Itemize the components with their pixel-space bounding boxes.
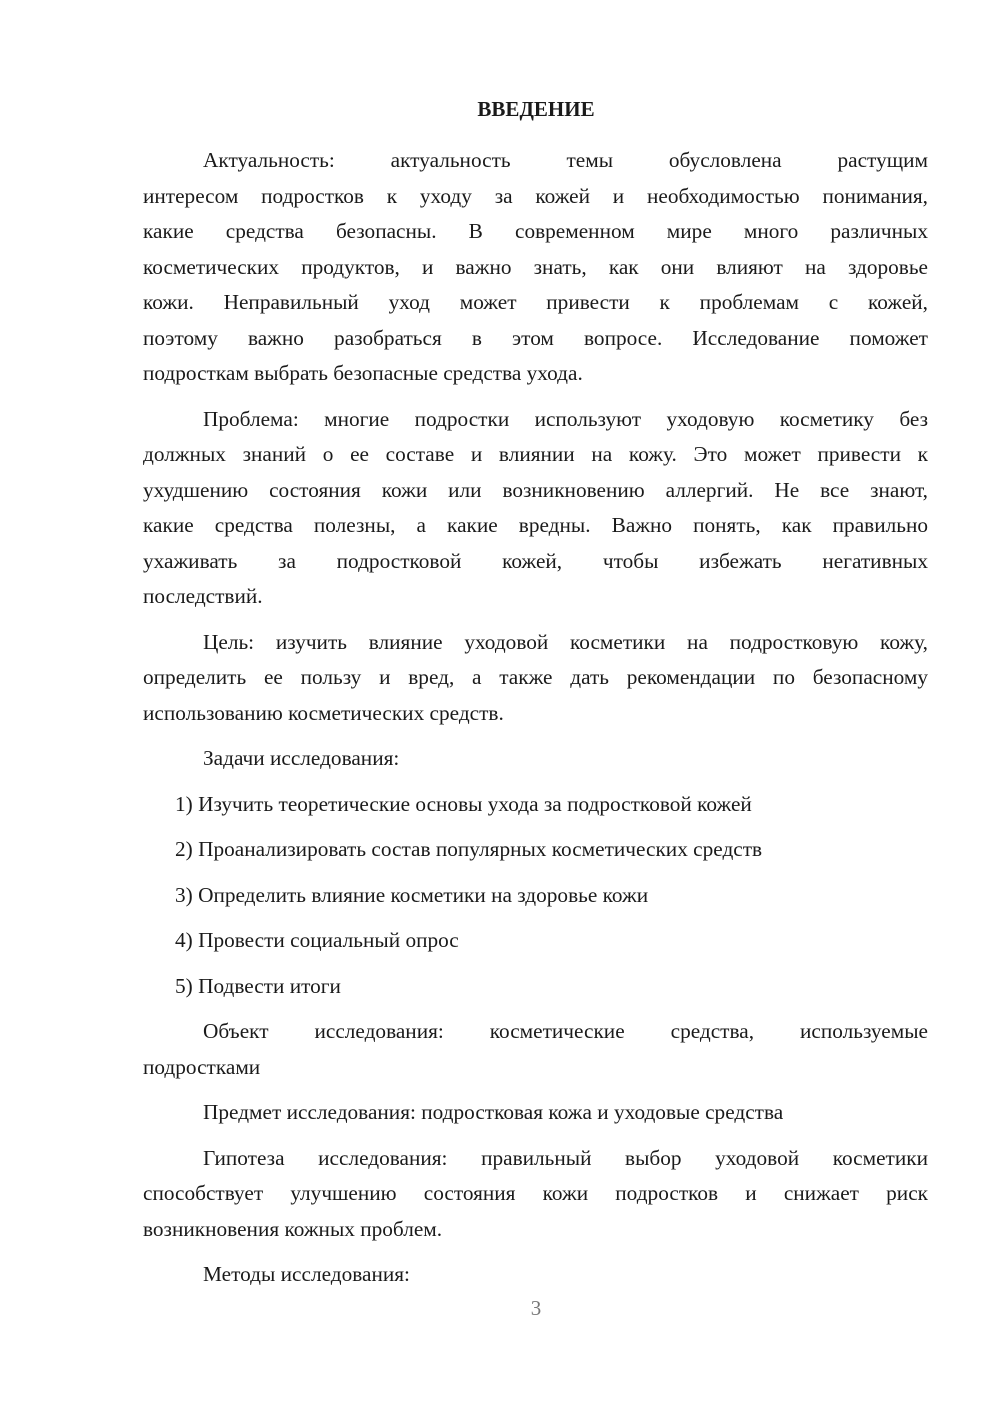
text-line: Цель: изучить влияние уходовой косметики на подростковую кожу, [203, 629, 928, 654]
text-line: 1) Изучить теоретические основы ухода за подростковой кожей [175, 791, 752, 816]
text-line: 3) Определить влияние косметики на здоровье кожи [175, 882, 649, 907]
list-item [143, 969, 928, 1005]
paragraph [143, 1014, 928, 1085]
text-line: интересом подростков к уходу за кожей и необходимостью понимания, [143, 183, 928, 208]
text-line: ухудшению состояния кожи или возникновению аллергий. Не все знают, [143, 477, 928, 502]
text-line: какие средства безопасны. В современном мире много различных [143, 219, 928, 243]
text-line: Гипотеза исследования: правильный выбор уходовой косметики [203, 1145, 928, 1170]
text-line: косметических продуктов, и важно знать, как они влияют на здоровье [143, 254, 928, 279]
text-line: какие средства полезны, а какие вредны. Важно понять, как правильно [143, 513, 928, 537]
text-line: способствует улучшению состояния кожи подростков и снижает риск [143, 1181, 928, 1205]
list-item [143, 832, 928, 868]
text-line: подростками [143, 1054, 261, 1079]
list-item [143, 923, 928, 959]
paragraph [143, 1095, 928, 1131]
paragraph [143, 143, 928, 392]
paragraph [143, 625, 928, 732]
text-line: подросткам выбрать безопасные средства ухода. [143, 361, 583, 385]
list-item [143, 787, 928, 823]
text-line: поэтому важно разобраться в этом вопросе. Исследование поможет [143, 325, 928, 350]
text-line: определить ее пользу и вред, а также дать рекомендации по безопасному [143, 665, 928, 689]
text-line: возникновения кожных проблем. [143, 1216, 443, 1241]
page-number: 3 [530, 1296, 542, 1320]
text-line: должных знаний о ее составе и влиянии на кожу. Это может привести к [143, 442, 928, 466]
text-line: использованию косметических средств. [143, 700, 504, 725]
text-line: Задачи исследования: [203, 746, 400, 770]
text-line: Объект исследования: косметические средства, используемые [203, 1019, 928, 1043]
text-line: Актуальность: актуальность темы обусловлена растущим [203, 148, 928, 172]
paragraph [143, 402, 928, 615]
text-line: Методы исследования: [203, 1262, 410, 1286]
text-line: последствий. [143, 584, 263, 608]
document-body [143, 143, 928, 1303]
section-title: ВВЕДЕНИЕ [477, 97, 595, 121]
paragraph [143, 741, 928, 777]
text-line: 4) Провести социальный опрос [175, 928, 459, 952]
paragraph [143, 1257, 928, 1293]
text-line: Предмет исследования: подростковая кожа и уходовые средства [203, 1100, 784, 1124]
paragraph [143, 1141, 928, 1248]
text-line: 2) Проанализировать состав популярных косметических средств [175, 837, 763, 861]
text-line: Проблема: многие подростки используют уходовую косметику без [203, 406, 928, 431]
text-line: 5) Подвести итоги [175, 973, 341, 998]
text-line: ухаживать за подростковой кожей, чтобы избежать негативных [143, 548, 928, 573]
text-line: кожи. Неправильный уход может привести к проблемам с кожей, [143, 290, 928, 314]
list-item [143, 878, 928, 914]
